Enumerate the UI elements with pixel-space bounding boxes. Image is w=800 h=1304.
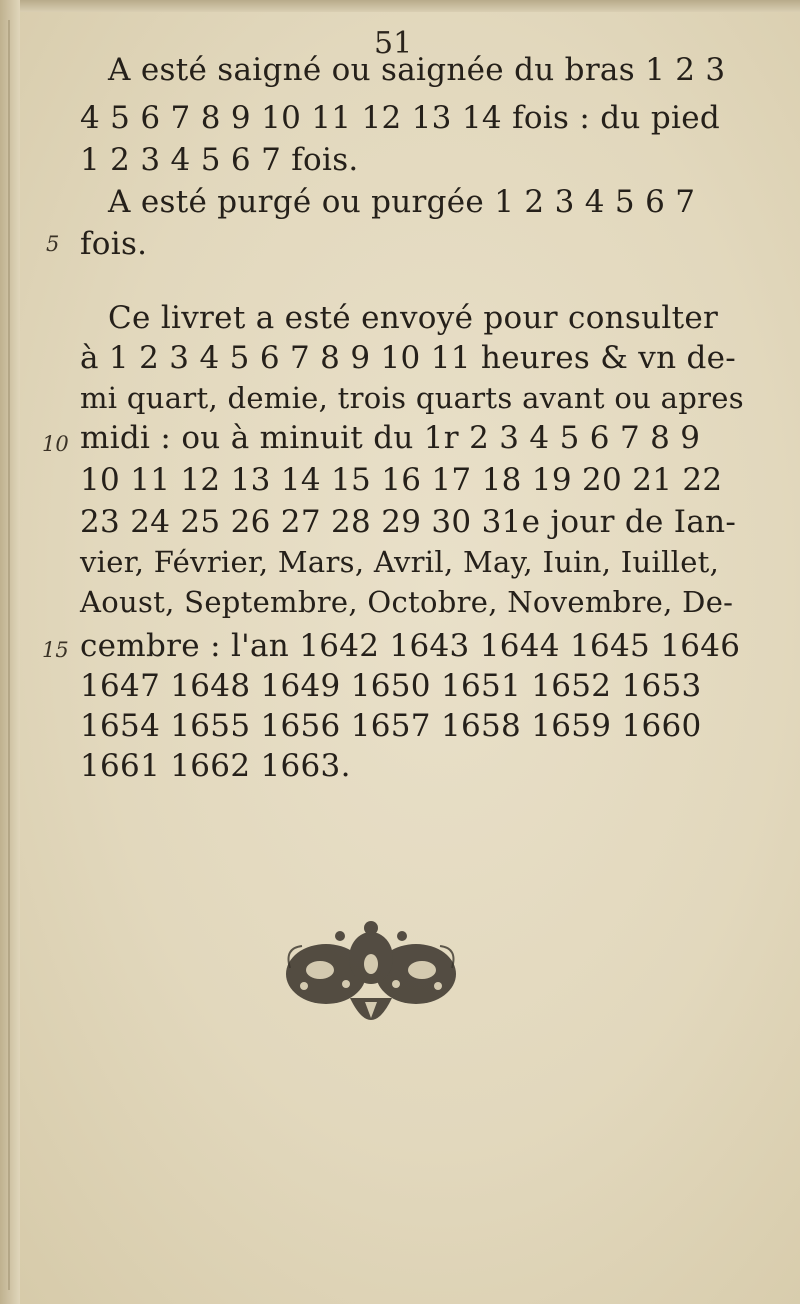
page-top-edge [0, 0, 800, 12]
text-line: 1 2 3 4 5 6 7 fois. [80, 142, 359, 178]
margin-line-number: 15 [42, 638, 69, 662]
text-line: 23 24 25 26 27 28 29 30 31e jour de Ian- [80, 504, 737, 540]
page-number: 51 [374, 26, 413, 61]
gutter-shadow-line [8, 20, 10, 1290]
text-line: 1647 1648 1649 1650 1651 1652 1653 [80, 668, 702, 704]
text-line: à 1 2 3 4 5 6 7 8 9 10 11 heures & vn de- [80, 340, 737, 376]
text-line: 1654 1655 1656 1657 1658 1659 1660 [80, 708, 702, 744]
printers-ornament-icon [280, 918, 462, 1042]
text-line: A esté purgé ou purgée 1 2 3 4 5 6 7 [108, 184, 696, 220]
text-line: 10 11 12 13 14 15 16 17 18 19 20 21 22 [80, 462, 723, 498]
text-line: 1661 1662 1663. [80, 748, 351, 784]
text-line: cembre : l'an 1642 1643 1644 1645 1646 [80, 628, 741, 664]
text-line: A esté saigné ou saignée du bras 1 2 3 [108, 52, 726, 88]
text-line: Ce livret a esté envoyé pour consulter [108, 300, 719, 336]
margin-line-number: 10 [42, 432, 69, 456]
text-line: Aoust, Septembre, Octobre, Novembre, De- [80, 585, 734, 619]
margin-line-number: 5 [46, 232, 60, 256]
text-line: mi quart, demie, trois quarts avant ou apres [80, 381, 744, 415]
text-line: midi : ou à minuit du 1r 2 3 4 5 6 7 8 9 [80, 420, 701, 456]
text-line: 4 5 6 7 8 9 10 11 12 13 14 fois : du pied [80, 100, 720, 136]
text-line: fois. [80, 226, 148, 262]
page-gutter [0, 0, 20, 1304]
text-line: vier, Février, Mars, Avril, May, Iuin, Iuillet, [80, 545, 720, 579]
